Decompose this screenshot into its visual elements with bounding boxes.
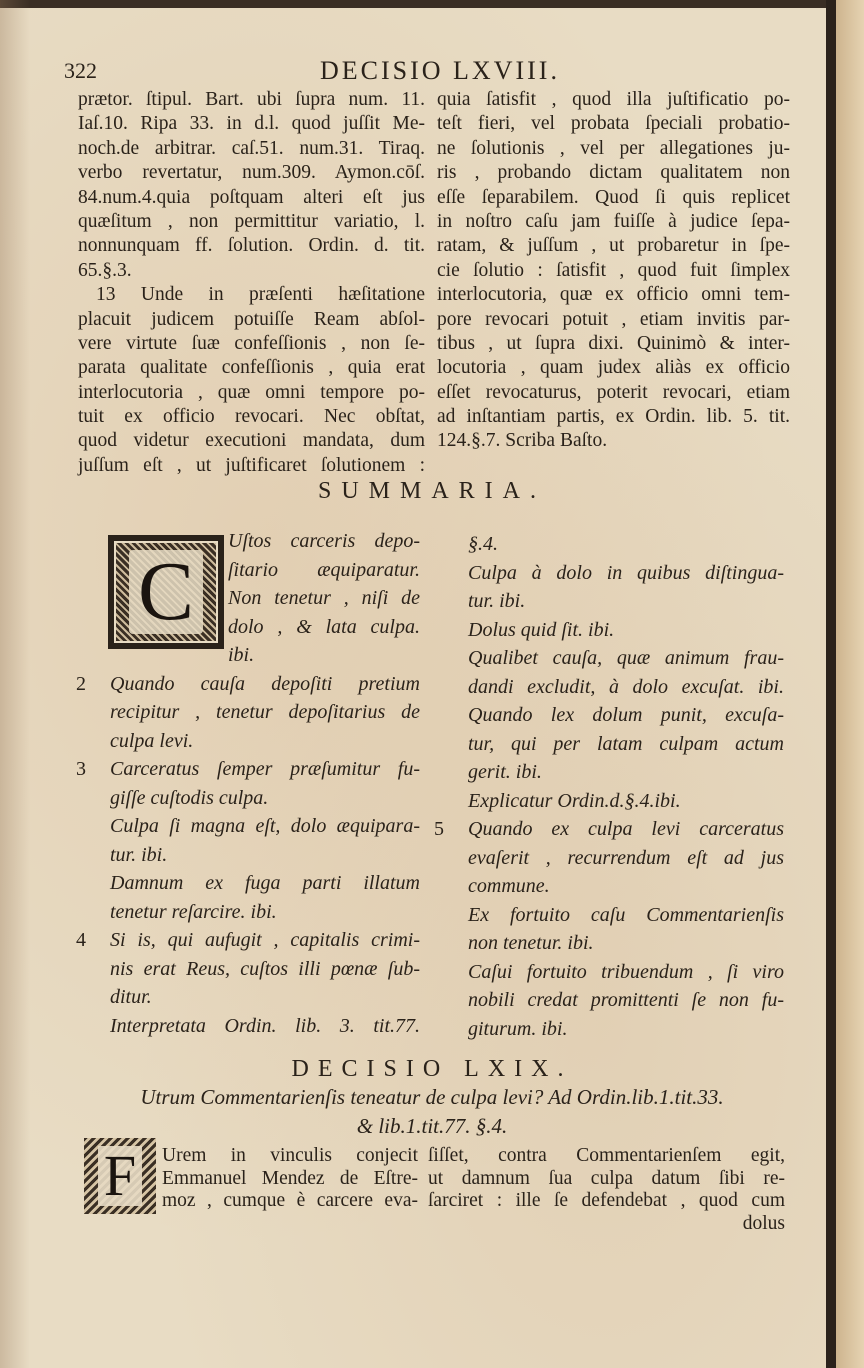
line-text: Iaſ.10. Ripa 33. in d.l. quod juſſit Me- (78, 113, 425, 135)
summaria-left-column (76, 527, 420, 1040)
line-text: Qualibet cauſa, quæ animum frau- (468, 647, 784, 669)
line-text: verbo revertatur, num.309. Aymon.cōſ. (78, 162, 425, 184)
text-line (468, 901, 784, 930)
line-text: dolo , & lata culpa. (228, 615, 420, 638)
line-text: nis erat Reus, cuſtos illi pœnæ ſub- (110, 957, 420, 980)
line-text: tuit ex officio revocari. Nec obſtat, (78, 406, 425, 428)
line-text: noch.de arbitrar. caſ.51. num.31. Tiraq. (78, 137, 425, 159)
text-line (78, 161, 425, 185)
text-line (76, 670, 420, 699)
text-line (110, 784, 420, 813)
text-line (468, 587, 784, 616)
text-line (468, 701, 784, 730)
line-text: Non tenetur , niſi de (228, 587, 420, 609)
text-line (78, 332, 425, 356)
text-line (110, 1012, 420, 1041)
margin-number: 2 (76, 672, 86, 695)
line-text: tenetur reſarcire. ibi. (110, 900, 277, 923)
text-line (78, 210, 425, 234)
text-line (437, 405, 790, 429)
line-text: vere virtute ſuæ confeſſionis , non ſe- (78, 332, 425, 354)
line-text: placuit judicem potuiſſe Ream abſol- (78, 308, 425, 330)
line-text: quod videtur executioni mandata, dum (78, 430, 425, 452)
text-line (437, 234, 790, 258)
line-text: §.4. (468, 533, 498, 555)
line-text: Emmanuel Mendez de Eſtre- (162, 1167, 418, 1189)
line-text: Interpretata Ordin. lib. 3. tit.77. (110, 1014, 420, 1037)
line-text: in noſtro caſu jam fuiſſe à judice ſepa- (437, 210, 790, 232)
text-line (437, 88, 790, 112)
line-text: 13 Unde in præſenti hæſitatione (96, 284, 425, 306)
text-line (437, 356, 790, 380)
line-text: Ex fortuito caſu Commentarienſis (468, 903, 784, 926)
line-text: dandi excludit, à dolo excuſat. ibi. (468, 675, 784, 698)
line-text: culpa levi. (110, 729, 194, 752)
line-text: giturum. ibi. (468, 1017, 568, 1040)
text-line (468, 673, 784, 702)
line-text: ſiſſet, contra Commentarienſem egit, (428, 1145, 785, 1166)
line-text: tur. ibi. (110, 843, 168, 866)
text-line (468, 929, 784, 958)
line-text: ratam, & juſſum , ut probaretur in ſpe- (437, 235, 790, 257)
line-text: tur. ibi. (468, 590, 526, 612)
text-line (428, 1145, 785, 1168)
text-line (78, 381, 425, 405)
line-text: pore revocari potuit , etiam invitis par- (437, 308, 790, 330)
line-text: Quando lex dolum punit, excuſa- (468, 704, 784, 726)
line-text: ad inſtantiam partis, ex Ordin. lib. 5. tit. (437, 406, 790, 428)
line-text: giſſe cuſtodis culpa. (110, 786, 269, 809)
text-line (437, 161, 790, 185)
text-line (110, 983, 420, 1012)
text-line (468, 787, 784, 816)
line-text: 124.§.7. Scriba Baſto. (437, 430, 608, 452)
text-line (468, 758, 784, 787)
line-text: ditur. (110, 986, 152, 1008)
scan-top-edge (0, 0, 864, 8)
line-text: juſſum eſt , ut juſtificaret ſolutionem : (78, 454, 425, 476)
line-text: ne ſolutionis , vel per allegationes ju- (437, 137, 790, 159)
line-text: prætor. ſtipul. Bart. ubi ſupra num. 11. (78, 89, 425, 110)
line-text: nonnunquam ff. ſolution. Ordin. d. tit. (78, 235, 425, 257)
text-line (437, 381, 790, 405)
text-line (468, 986, 784, 1015)
decorated-initial-f (84, 1138, 156, 1214)
line-text: 84.num.4.quia poſtquam alteri eſt jus (78, 186, 425, 208)
text-line (162, 1168, 418, 1191)
running-title: DECISIO LXVIII. (320, 56, 560, 85)
line-text: Quando cauſa depoſiti pretium (110, 672, 420, 695)
text-line (110, 841, 420, 870)
line-text: tibus , ut ſupra dixi. Quinimò & inter- (437, 332, 790, 354)
line-text: recipitur , tenetur depoſitarius de (110, 701, 420, 723)
book-fore-edge (826, 0, 836, 1368)
decisio-69-right-column (428, 1145, 785, 1235)
line-text: tur, qui per latam culpam actum (468, 732, 784, 755)
decisio-69-title: DECISIO LXIX. (291, 1056, 573, 1082)
text-line (437, 112, 790, 136)
text-line (468, 872, 784, 901)
decisio-69-subtitle-line-1: Utrum Commentarienſis teneatur de culpa levi? Ad Ordin.lib.1.tit.33. (140, 1085, 724, 1109)
text-line (78, 137, 425, 161)
text-line (228, 556, 420, 585)
text-line (468, 530, 784, 559)
text-line (437, 137, 790, 161)
text-line (468, 644, 784, 673)
text-line (468, 1015, 784, 1044)
text-line (437, 186, 790, 210)
line-text: non tenetur. ibi. (468, 932, 594, 954)
text-line (437, 332, 790, 356)
line-text: Quando ex culpa levi carceratus (468, 818, 784, 840)
text-line (437, 259, 790, 283)
line-text: Culpa ſi magna eſt, dolo æquipara- (110, 815, 420, 837)
line-text: cie ſolutio : ſatisfit , quod fuit ſimplex (437, 259, 790, 281)
line-text: ut damnum ſua culpa datum ſibi re- (428, 1167, 785, 1189)
decisio-68-left-column (78, 88, 425, 478)
text-line (437, 283, 790, 307)
text-line (110, 698, 420, 727)
text-line (428, 1190, 785, 1213)
text-line (228, 641, 420, 670)
text-line (437, 308, 790, 332)
line-text: 65.§.3. (78, 259, 132, 281)
text-line (428, 1168, 785, 1191)
text-line (228, 527, 420, 556)
text-line (110, 812, 420, 841)
text-line (110, 955, 420, 984)
line-text: ris , probando dictam qualitatem non (437, 162, 790, 184)
line-text: ſitario æquiparatur. (228, 558, 420, 581)
line-text: Urem in vinculis conjecit (162, 1145, 418, 1166)
page-number: 322 (64, 58, 97, 83)
drop-cap-letter: C (129, 550, 203, 634)
text-line (437, 429, 790, 453)
margin-number: 3 (76, 758, 86, 780)
line-text: teſt fieri, vel probata ſpeciali probatio- (437, 113, 790, 135)
line-text: commune. (468, 875, 550, 897)
text-line (437, 210, 790, 234)
decisio-68-right-column (437, 88, 790, 454)
text-line (110, 898, 420, 927)
line-text: Carceratus ſemper præſumitur fu- (110, 758, 420, 780)
text-line (162, 1190, 418, 1213)
line-text: Caſui fortuito tribuendum , ſi viro (468, 960, 784, 983)
line-text: Uſtos carceris depo- (228, 530, 420, 552)
line-text: ibi. (228, 644, 255, 666)
text-line (468, 616, 784, 645)
line-text: ſarciret : ille ſe defendebat , quod cum (428, 1190, 785, 1211)
margin-number: 5 (434, 818, 444, 840)
text-line (78, 308, 425, 332)
text-line (76, 926, 420, 955)
text-line (76, 755, 420, 784)
text-line (468, 559, 784, 588)
text-line (428, 1213, 785, 1236)
line-text: evaſerit , recurrendum eſt ad jus (468, 846, 784, 869)
line-text: interlocutoria , quæ omni tempore po- (78, 381, 425, 403)
summaria-right-column (434, 530, 784, 1043)
text-line (78, 234, 425, 258)
text-line (434, 815, 784, 844)
line-text: eſſe ſeparabilem. Quod ſi quis replicet (437, 186, 790, 208)
line-text: locutoria , quam judex aliàs ex officio (437, 357, 790, 379)
line-text: quia ſatisfit , quod illa juſtificatio po- (437, 89, 790, 110)
text-line (110, 869, 420, 898)
line-text: interlocutoria, quæ ex officio omni tem- (437, 284, 790, 306)
line-text: gerit. ibi. (468, 761, 542, 783)
summaria-heading: SUMMARIA. (317, 478, 547, 504)
decisio-69-subtitle-line-2: & lib.1.tit.77. §.4. (356, 1114, 508, 1138)
line-text: Dolus quid ſit. ibi. (468, 618, 615, 641)
decisio-69-left-column (162, 1145, 418, 1213)
text-line (228, 584, 420, 613)
line-text: quæſitum , non permittitur variatio, l. (78, 210, 425, 232)
margin-number: 4 (76, 929, 86, 951)
text-line (78, 186, 425, 210)
adjacent-page-edge (836, 0, 864, 1368)
text-line (468, 958, 784, 987)
page-gutter-shadow (0, 0, 30, 1368)
text-line (78, 454, 425, 478)
line-text: dolus (742, 1212, 785, 1234)
line-text: Culpa à dolo in quibus diſtingua- (468, 561, 784, 584)
text-line (78, 283, 425, 307)
text-line (78, 405, 425, 429)
text-line (110, 727, 420, 756)
text-line (78, 429, 425, 453)
line-text: Damnum ex fuga parti illatum (110, 872, 420, 894)
text-line (78, 356, 425, 380)
text-line (162, 1145, 418, 1168)
line-text: parata qualitate confeſſionis , quia erat (78, 357, 425, 379)
line-text: Si is, qui aufugit , capitalis crimi- (110, 929, 420, 951)
line-text: moz , cumque è carcere eva- (162, 1190, 418, 1211)
text-line (468, 730, 784, 759)
line-text: nobili credat promittenti ſe non fu- (468, 989, 784, 1011)
text-line (78, 88, 425, 112)
line-text: eſſet revocaturus, poterit revocari, etiam (437, 381, 790, 403)
drop-cap-letter: F (98, 1146, 142, 1206)
line-text: Explicatur Ordin.d.§.4.ibi. (468, 789, 681, 812)
text-line (78, 112, 425, 136)
text-line (78, 259, 425, 283)
text-line (468, 844, 784, 873)
text-line (228, 613, 420, 642)
